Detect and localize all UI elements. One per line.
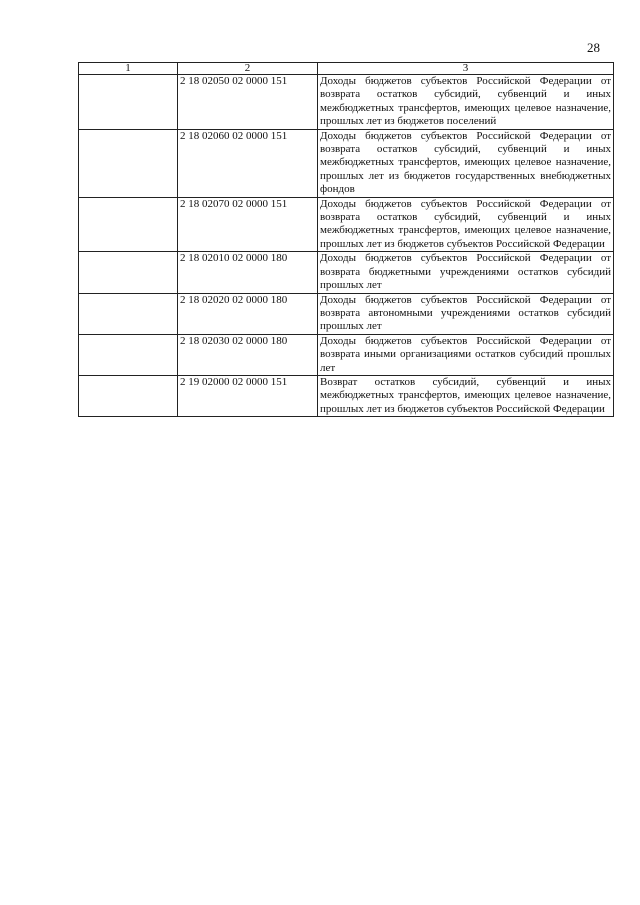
income-code-cell: 2 18 02010 02 0000 180 — [178, 252, 318, 293]
table-row — [79, 197, 614, 252]
income-description-cell: Доходы бюджетов субъектов Российской Федерации от возврата автономными учреждениями остатков субсидий прошлых лет — [318, 293, 614, 334]
row-col1-cell — [79, 129, 178, 197]
row-col1-cell — [79, 75, 178, 130]
column-header-1: 1 — [79, 63, 178, 75]
income-description-cell: Доходы бюджетов субъектов Российской Федерации от возврата бюджетными учреждениями остатков субсидий прошлых лет — [318, 252, 614, 293]
page-number: 28 — [587, 40, 600, 55]
row-col1-cell — [79, 334, 178, 375]
table-row — [79, 375, 614, 416]
income-code-cell: 2 18 02060 02 0000 151 — [178, 129, 318, 197]
income-code-cell: 2 19 02000 02 0000 151 — [178, 375, 318, 416]
income-code-cell: 2 18 02070 02 0000 151 — [178, 197, 318, 252]
row-col1-cell — [79, 252, 178, 293]
income-code-cell: 2 18 02020 02 0000 180 — [178, 293, 318, 334]
table-row — [79, 75, 614, 130]
table-row — [79, 334, 614, 375]
table-row — [79, 129, 614, 197]
income-description-cell: Доходы бюджетов субъектов Российской Федерации от возврата остатков субсидий, субвенций и иных межбюджетных трансфертов, имеющих целевое назначение, прошлых лет из бюджетов государственных внебюджетных фондов — [318, 129, 614, 197]
income-description-cell: Доходы бюджетов субъектов Российской Федерации от возврата остатков субсидий, субвенций и иных межбюджетных трансфертов, имеющих целевое назначение, прошлых лет из бюджетов поселений — [318, 75, 614, 130]
row-col1-cell — [79, 375, 178, 416]
table-row — [79, 252, 614, 293]
income-code-cell: 2 18 02050 02 0000 151 — [178, 75, 318, 130]
column-header-2: 2 — [178, 63, 318, 75]
income-description-cell: Доходы бюджетов субъектов Российской Федерации от возврата остатков субсидий, субвенций и иных межбюджетных трансфертов, имеющих целевое назначение, прошлых лет из бюджетов субъектов Российской Федерации — [318, 197, 614, 252]
row-col1-cell — [79, 293, 178, 334]
table-row — [79, 293, 614, 334]
column-header-3: 3 — [318, 63, 614, 75]
row-col1-cell — [79, 197, 178, 252]
income-description-cell: Доходы бюджетов субъектов Российской Федерации от возврата иными организациями остатков субсидий прошлых лет — [318, 334, 614, 375]
table-header-row — [79, 63, 614, 75]
income-description-cell: Возврат остатков субсидий, субвенций и иных межбюджетных трансфертов, имеющих целевое назначение, прошлых лет из бюджетов субъектов Российской Федерации — [318, 375, 614, 416]
budget-classification-table — [78, 62, 614, 417]
income-code-cell: 2 18 02030 02 0000 180 — [178, 334, 318, 375]
